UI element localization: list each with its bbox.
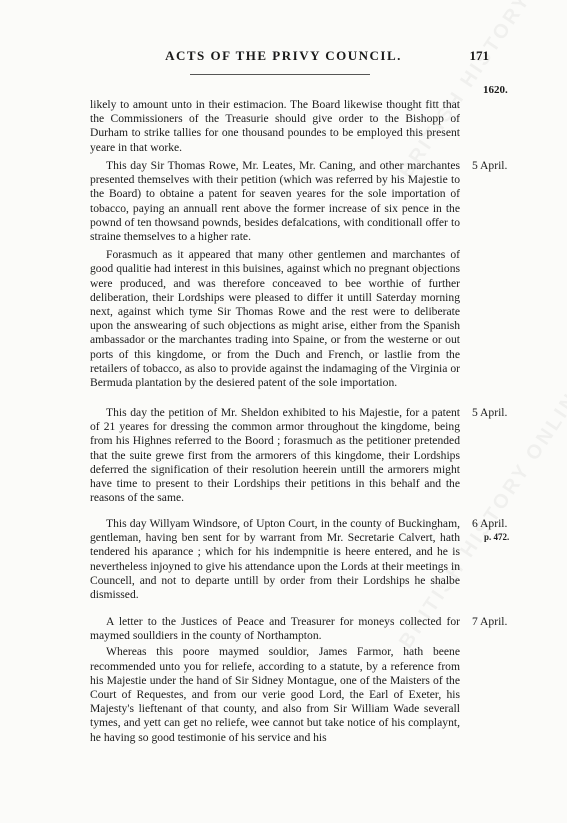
margin-year: 1620. <box>483 84 508 96</box>
watermark-text <box>395 0 567 183</box>
page-header <box>0 48 567 68</box>
running-title: ACTS OF THE PRIVY COUNCIL. <box>165 48 402 63</box>
entry-continuation <box>90 98 460 155</box>
paragraph: likely to amount unto in their estimacion. The Board likewise thought fitt that the Commissioners of the Treasurie should give order to the Bishopp of Durham to strike tallies for one thousand poundes to be employed this present yeare in that worke. <box>90 98 460 154</box>
margin-date: 5 April. <box>472 406 508 419</box>
paragraph: This day the petition of Mr. Sheldon exhibited to his Majestie, for a patent of 21 yeares for dressing the common armor throughout the kingdome, being from his Highnes referred to the Boord ; forasmuch as the petitioner pretended that the suite grewe first from the armorers of this kingdome, their Lordships deferred the signification of their resolution heerein untill the armorers might have time to present to their Lordships their petitions in this behalf and the reasons of the same. <box>90 406 460 505</box>
paragraph: Forasmuch as it appeared that many other gentlemen and marchantes of good qualitie had interest in this buisines, against which no pregnant objections were produced, and was therefore conceaved to bee worthie of further deliberation, their Lordships were pleased to differ it untill Saterday morning next, against which tyme Sir Thomas Rowe and the rest were to deliberate upon the answearing of such objections as might arise, either from the Spanish ambassador or the marchantes trading into Spaine, or from the westerne or out ports of this kingdome, or from the Duch and French, or lastlie from the retailers of tobacco, as also to provide against the indamaging of the Virginia or Bermuda plantation by the desiered patent of the sole importation. <box>90 248 460 390</box>
paragraph: Whereas this poore maymed souldior, James Farmor, hath beene recommended unto you for reliefe, according to a statute, by a reference from his Majestie under the hand of Sir Sidney Montague, one of the Maisters of the Court of Requestes, and from our verie good Lord, the Earl of Exeter, his Majesty's lieftenant of that county, and also from Sir William Wade severall tymes, and yett can get no reliefe, wee cannot but take notice of his complaynt, he having so good testimonie of his service and his <box>90 645 460 744</box>
entry <box>90 406 460 505</box>
paragraph: A letter to the Justices of Peace and Treasurer for moneys collected for maymed soulldiers in the county of Northampton. <box>90 615 460 643</box>
entry <box>90 517 460 602</box>
entry <box>90 615 460 745</box>
margin-date: 7 April. <box>472 615 508 628</box>
margin-date: 6 April. <box>472 517 508 530</box>
paragraph: This day Willyam Windsore, of Upton Court, in the county of Buckingham, gentleman, having ben sent for by warrant from Mr. Secretarie Calvert, hath tendered his aparance ; which for his indempnitie is heere entered, and he is nevertheless injoyned to give his attendance upon the Lords at their meetings in Councell, and not to departe untill by order from their Lordships he shalbe dismissed. <box>90 517 460 602</box>
paragraph: This day Sir Thomas Rowe, Mr. Leates, Mr. Caning, and other marchantes presented themselves with their petition (which was referred by his Majestie to the Board) to obtaine a patent for seaven yeares for the sole importation of tobacco, paying an annuall rent above the former increase of six pence in the pownd of ten thowsand pownds, besides defalcations, with conditionall offer to straine themselves to a higher rate. <box>90 159 460 244</box>
page-number: 171 <box>469 48 489 63</box>
margin-date: 5 April. <box>472 159 508 172</box>
entry <box>90 159 460 390</box>
header-rule <box>190 74 370 75</box>
margin-page-ref: p. 472. <box>484 532 510 542</box>
